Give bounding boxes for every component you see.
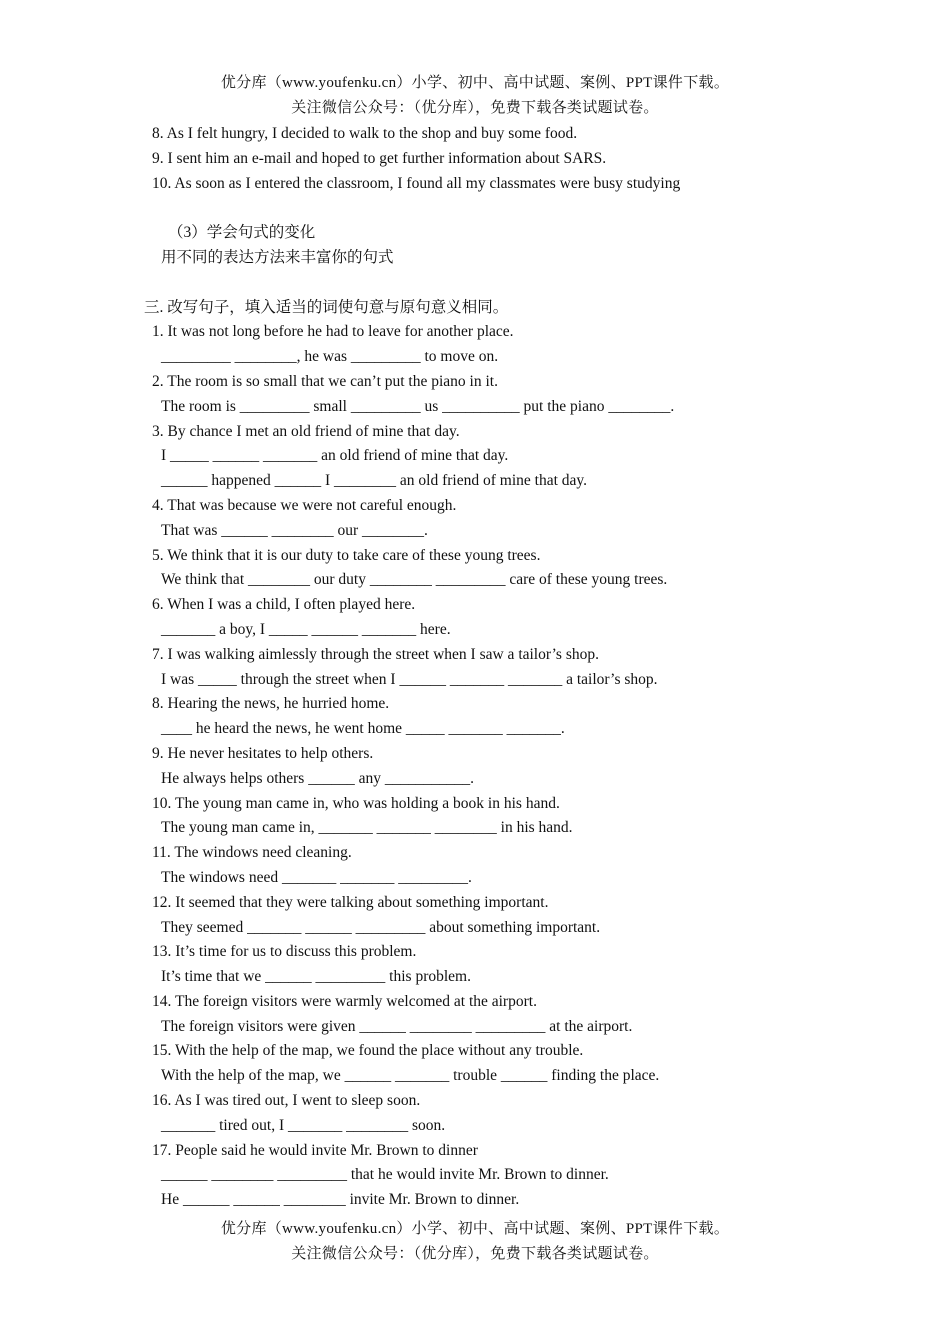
answer-17b: He ______ ______ ________ invite Mr. Brown to dinner.: [161, 1191, 520, 1209]
part-3-title: （3）学会句式的变化: [168, 224, 316, 242]
question-8: 8. Hearing the news, he hurried home.: [152, 695, 390, 713]
question-6: 6. When I was a child, I often played here.: [152, 596, 416, 614]
answer-3a: I _____ ______ _______ an old friend of mine that day.: [161, 447, 509, 465]
answer-7: I was _____ through the street when I ______ _______ _______ a tailor’s shop.: [161, 670, 658, 688]
answer-5: We think that ________ our duty ________ _________ care of these young trees.: [161, 571, 668, 589]
answer-4: That was ______ ________ our ________.: [161, 521, 428, 539]
item-10: 10. As soon as I entered the classroom, I found all my classmates were busy studying: [152, 174, 681, 192]
question-15: 15. With the help of the map, we found the place without any trouble.: [152, 1042, 584, 1060]
answer-11: The windows need _______ _______ _________.: [161, 868, 472, 886]
answer-3b: ______ happened ______ I ________ an old friend of mine that day.: [161, 472, 588, 490]
footer-line-1: 优分库（www.youfenku.cn）小学、初中、高中试题、案例、PPT课件下载。: [220, 1221, 730, 1237]
answer-14: The foreign visitors were given ______ ________ _________ at the airport.: [161, 1017, 633, 1035]
question-3: 3. By chance I met an old friend of mine that day.: [152, 422, 460, 440]
answer-16: _______ tired out, I _______ ________ soon.: [161, 1116, 446, 1134]
answer-10: The young man came in, _______ _______ ________ in his hand.: [161, 819, 573, 837]
answer-12: They seemed _______ ______ _________ about something important.: [161, 918, 601, 936]
question-7: 7. I was walking aimlessly through the street when I saw a tailor’s shop.: [152, 645, 599, 663]
header-line-2: 关注微信公众号：（优分库），免费下载各类试题试卷。: [291, 100, 659, 116]
footer-line-2: 关注微信公众号：（优分库），免费下载各类试题试卷。: [291, 1246, 659, 1262]
answer-13: It’s time that we ______ _________ this problem.: [161, 968, 471, 986]
question-11: 11. The windows need cleaning.: [152, 844, 352, 862]
answer-6: _______ a boy, I _____ ______ _______ here.: [161, 620, 451, 638]
question-13: 13. It’s time for us to discuss this problem.: [152, 943, 417, 961]
answer-1: _________ ________, he was _________ to move on.: [161, 348, 499, 366]
header-line-1: 优分库（www.youfenku.cn）小学、初中、高中试题、案例、PPT课件下载。: [220, 75, 730, 91]
question-2: 2. The room is so small that we can’t put the piano in it.: [152, 372, 498, 390]
item-8: 8. As I felt hungry, I decided to walk to the shop and buy some food.: [152, 125, 578, 142]
question-9: 9. He never hesitates to help others.: [152, 744, 374, 762]
question-1: 1. It was not long before he had to leave for another place.: [152, 323, 514, 341]
section-title: 三. 改写句子，填入适当的词使句意与原句意义相同。: [144, 298, 509, 316]
question-16: 16. As I was tired out, I went to sleep soon.: [152, 1092, 421, 1110]
answer-9: He always helps others ______ any ___________.: [161, 769, 474, 787]
question-17: 17. People said he would invite Mr. Brown to dinner: [152, 1141, 478, 1159]
answer-2: The room is _________ small _________ us __________ put the piano ________.: [161, 397, 675, 415]
item-9: 9. I sent him an e-mail and hoped to get further information about SARS.: [152, 149, 607, 167]
answer-17a: ______ ________ _________ that he would invite Mr. Brown to dinner.: [161, 1166, 609, 1184]
answer-8: ____ he heard the news, he went home _____ _______ _______.: [161, 720, 565, 738]
question-10: 10. The young man came in, who was holding a book in his hand.: [152, 794, 560, 812]
question-12: 12. It seemed that they were talking about something important.: [152, 893, 549, 911]
question-14: 14. The foreign visitors were warmly welcomed at the airport.: [152, 992, 537, 1010]
answer-15: With the help of the map, we ______ _______ trouble ______ finding the place.: [161, 1067, 660, 1085]
document-body: [144, 122, 852, 1213]
question-5: 5. We think that it is our duty to take care of these young trees.: [152, 546, 541, 564]
part-3-subtitle: 用不同的表达方法来丰富你的句式: [161, 248, 394, 266]
question-4: 4. That was because we were not careful enough.: [152, 496, 457, 514]
